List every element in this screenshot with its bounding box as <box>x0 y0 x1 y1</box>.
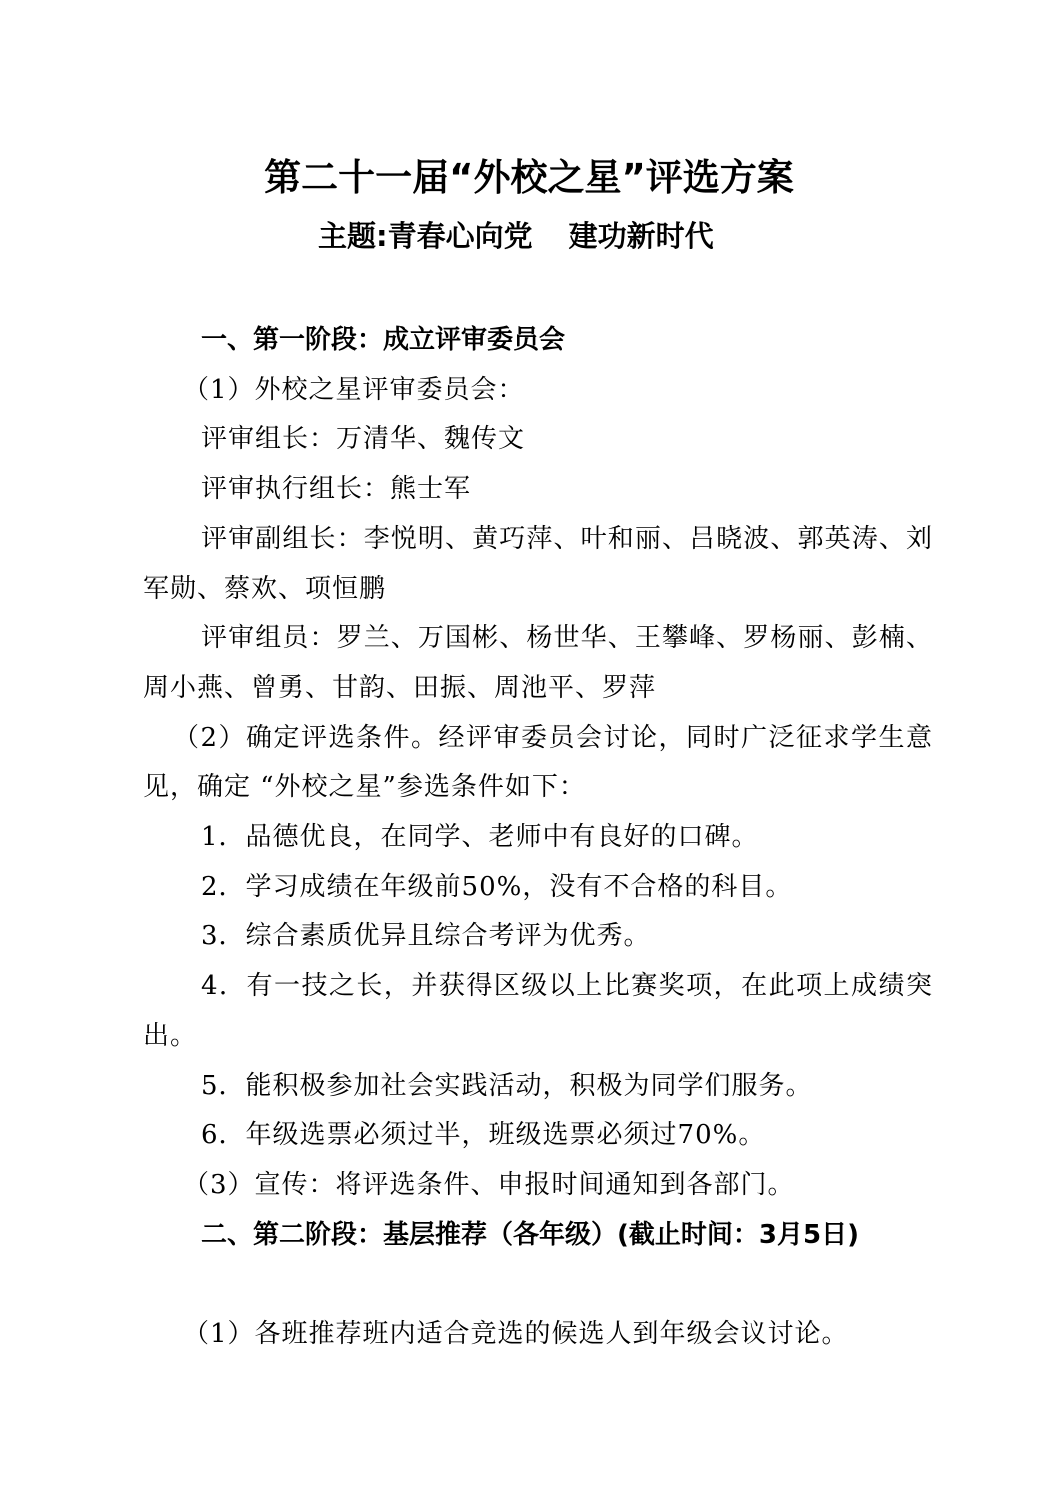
committee-vice-leaders: 评审副组长：李悦明、黄巧萍、叶和丽、吕晓波、郭英涛、刘军勋、蔡欢、项恒鹏 <box>143 523 933 604</box>
condition-2: 2．学习成绩在年级前50%，没有不合格的科目。 <box>201 871 793 902</box>
section-2-heading: 二、第二阶段：基层推荐（各年级）(截止时间：3月5日) <box>201 1219 859 1250</box>
condition-3: 3．综合素质优异且综合考评为优秀。 <box>201 921 651 952</box>
condition-6: 6．年级选票必须过半，班级选票必须过70%。 <box>201 1120 766 1151</box>
subtitle-slogan: 建功新时代 <box>568 219 714 253</box>
condition-1: 1．品德优良，在同学、老师中有良好的口碑。 <box>201 822 759 853</box>
blank-line <box>143 1260 933 1310</box>
committee-item: （1）外校之星评审委员会： <box>183 374 525 405</box>
condition-4: 4．有一技之长，并获得区级以上比赛奖项，在此项上成绩突出。 <box>143 971 933 1051</box>
recommend-item: （1）各班推荐班内适合竞选的候选人到年级会议讨论。 <box>183 1319 849 1350</box>
subtitle-theme: 主题:青春心向党 <box>318 219 533 253</box>
condition-5: 5．能积极参加社会实践活动，积极为同学们服务。 <box>201 1070 813 1101</box>
committee-leader: 评审组长：万清华、魏传文 <box>201 424 526 455</box>
criteria-item: （2）确定评选条件。经评审委员会讨论，同时广泛征求学生意见，确定 “外校之星”参选条件如下： <box>143 722 933 803</box>
committee-exec-leader: 评审执行组长：熊士军 <box>201 474 472 505</box>
section-1-heading: 一、第一阶段：成立评审委员会 <box>201 325 566 355</box>
document-body <box>143 316 933 1360</box>
document-title: 第二十一届“外校之星”评选方案 <box>264 156 794 199</box>
committee-members: 评审组员：罗兰、万国彬、杨世华、王攀峰、罗杨丽、彭楠、周小燕、曾勇、甘韵、田振、周池平、罗萍 <box>143 623 933 703</box>
document-subtitle <box>318 214 714 258</box>
publicity-item: （3）宣传：将评选条件、申报时间通知到各部门。 <box>183 1169 795 1200</box>
